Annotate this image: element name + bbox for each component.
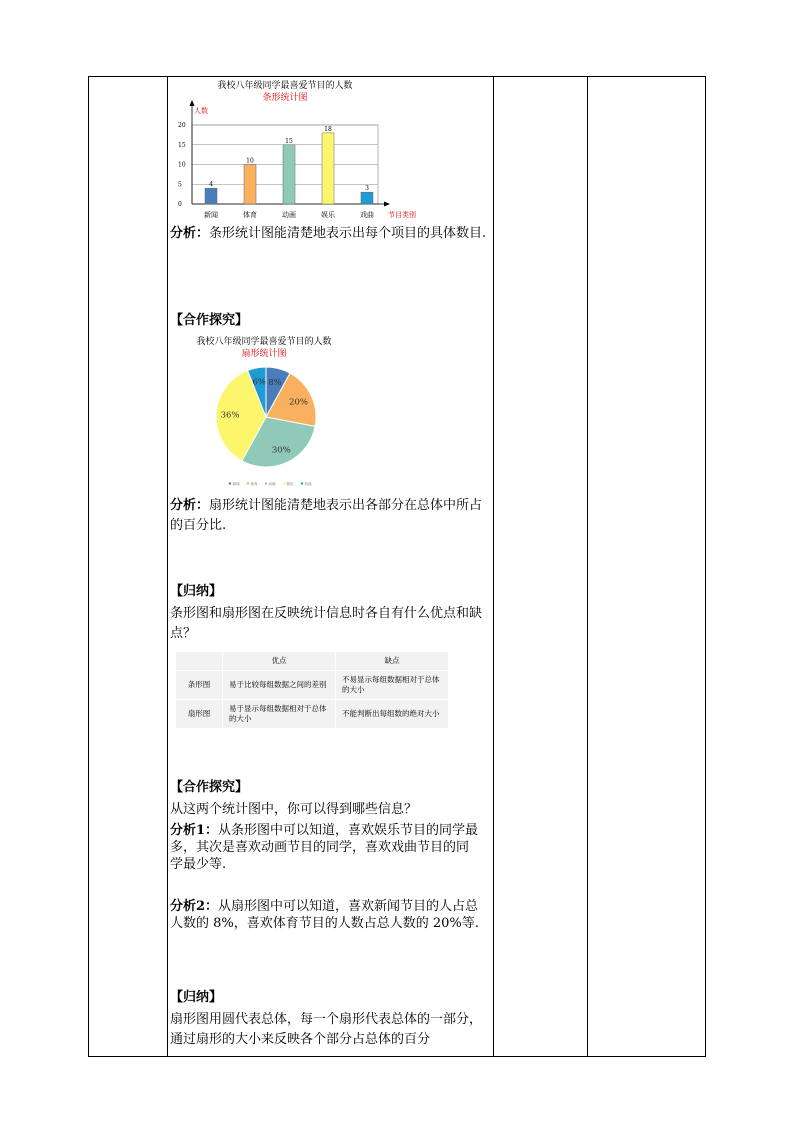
analysis-1 <box>170 822 488 873</box>
pie-chart-title: 我校八年级同学最喜爱节目的人数 <box>196 337 332 347</box>
table-cell: 条形图 <box>176 671 223 700</box>
legend-label: 动画 <box>268 482 276 486</box>
legend-label: 新闻 <box>232 482 240 486</box>
section-heading: 【合作探究】 <box>170 780 249 795</box>
bar-chart-subtitle: 条形统计图 <box>262 93 308 103</box>
pie-value-label: 36% <box>220 410 240 421</box>
table-cell: 扇形图 <box>176 700 223 729</box>
column-divider <box>587 77 588 1056</box>
section-question: 从这两个统计图中，你可以得到哪些信息？ <box>170 802 418 817</box>
analysis-text: 从条形图中可以知道，喜欢娱乐节目的同学最多，其次是喜欢动画节目的同学，喜欢戏曲节目的同 <box>170 823 479 855</box>
bar-value-label: 3 <box>365 185 369 193</box>
bar-value-label: 10 <box>246 157 254 165</box>
y-tick-label: 20 <box>178 122 186 129</box>
analysis-label: 分析： <box>170 226 210 241</box>
analysis-label: 分析： <box>170 498 210 513</box>
analysis-bar <box>170 224 488 244</box>
x-tick-label: 动画 <box>282 211 296 219</box>
summary-text: 扇形图用圆代表总体，每一个扇形代表总体的一部分，通过扇形的大小来反映各个部分占总体的百分 <box>170 1012 483 1047</box>
pie-value-label: 8% <box>268 378 282 389</box>
legend-swatch <box>247 482 249 484</box>
x-tick-label: 新闻 <box>204 211 218 219</box>
summary-heading: 【归纳】 <box>170 584 223 599</box>
legend-label: 娱乐 <box>286 482 294 486</box>
y-tick-label: 5 <box>178 181 182 189</box>
table-header-cell <box>176 652 223 671</box>
table-cell: 易于显示每组数据相对于总体的大小 <box>223 700 336 729</box>
table-row <box>176 700 448 729</box>
summary-heading: 【归纳】 <box>170 990 223 1005</box>
analysis-text: 学最少等. <box>170 857 227 872</box>
bar-value-label: 18 <box>324 125 332 133</box>
bar-chart <box>170 76 440 224</box>
legend-swatch <box>229 482 231 484</box>
summary-question: 条形图和扇形图在反映统计信息时各自有什么优点和缺点？ <box>170 606 483 641</box>
x-axis-arrow <box>384 202 390 207</box>
x-tick-label: 娱乐 <box>321 211 335 219</box>
bar <box>322 133 334 204</box>
bar <box>283 145 295 204</box>
legend-label: 体育 <box>250 482 258 486</box>
legend-swatch <box>283 482 285 484</box>
bar <box>244 165 256 205</box>
section-heading: 【合作探究】 <box>170 313 249 328</box>
table-header-cell: 优点 <box>223 652 336 671</box>
analysis-text: 条形统计图能清楚地表示出每个项目的具体数目. <box>209 226 487 241</box>
column-divider <box>167 77 168 1056</box>
bar-value-label: 15 <box>285 137 293 145</box>
bar <box>205 188 217 204</box>
column-divider <box>493 77 494 1056</box>
analysis-pie <box>170 496 488 536</box>
pie-value-label: 30% <box>271 445 291 456</box>
pie-chart <box>170 332 370 492</box>
table-cell: 不易显示每组数据相对于总体的大小 <box>336 671 449 700</box>
analysis-text: 从扇形图中可以知道，喜欢新闻节目的人占总人数的 8%，喜欢体育节目的人数占总人数的 20%等. <box>170 899 479 931</box>
legend-swatch <box>265 482 267 484</box>
analysis-2 <box>170 898 488 932</box>
y-axis-label: 人数 <box>194 107 208 115</box>
table-header-cell: 缺点 <box>336 652 449 671</box>
table-row <box>176 671 448 700</box>
y-tick-label: 0 <box>178 201 182 208</box>
table-header-row <box>176 652 448 671</box>
analysis-label: 分析2： <box>170 899 219 914</box>
table-cell: 易于比较每组数据之间的差别 <box>223 671 336 700</box>
y-tick-label: 15 <box>178 141 186 149</box>
x-tick-label: 体育 <box>243 211 257 219</box>
analysis-text: 扇形统计图能清楚地表示出各部分在总体中所占的百分比. <box>170 498 483 533</box>
x-tick-label: 戏曲 <box>360 211 374 219</box>
pie-value-label: 6% <box>252 377 267 388</box>
bar <box>361 192 373 204</box>
y-axis-arrow <box>190 100 195 106</box>
pie-chart-subtitle: 扇形统计图 <box>241 349 287 359</box>
legend-label: 戏曲 <box>304 482 312 486</box>
y-tick-label: 10 <box>178 161 186 169</box>
comparison-table <box>176 652 448 729</box>
pie-value-label: 20% <box>289 397 309 408</box>
legend-swatch <box>301 482 303 484</box>
table-cell: 不能判断出每组数的绝对大小 <box>336 700 449 729</box>
bar-chart-title: 我校八年级同学最喜爱节目的人数 <box>217 81 353 91</box>
x-axis-label: 节目类别 <box>388 211 416 219</box>
bar-value-label: 4 <box>209 181 213 189</box>
analysis-label: 分析1： <box>170 823 219 838</box>
